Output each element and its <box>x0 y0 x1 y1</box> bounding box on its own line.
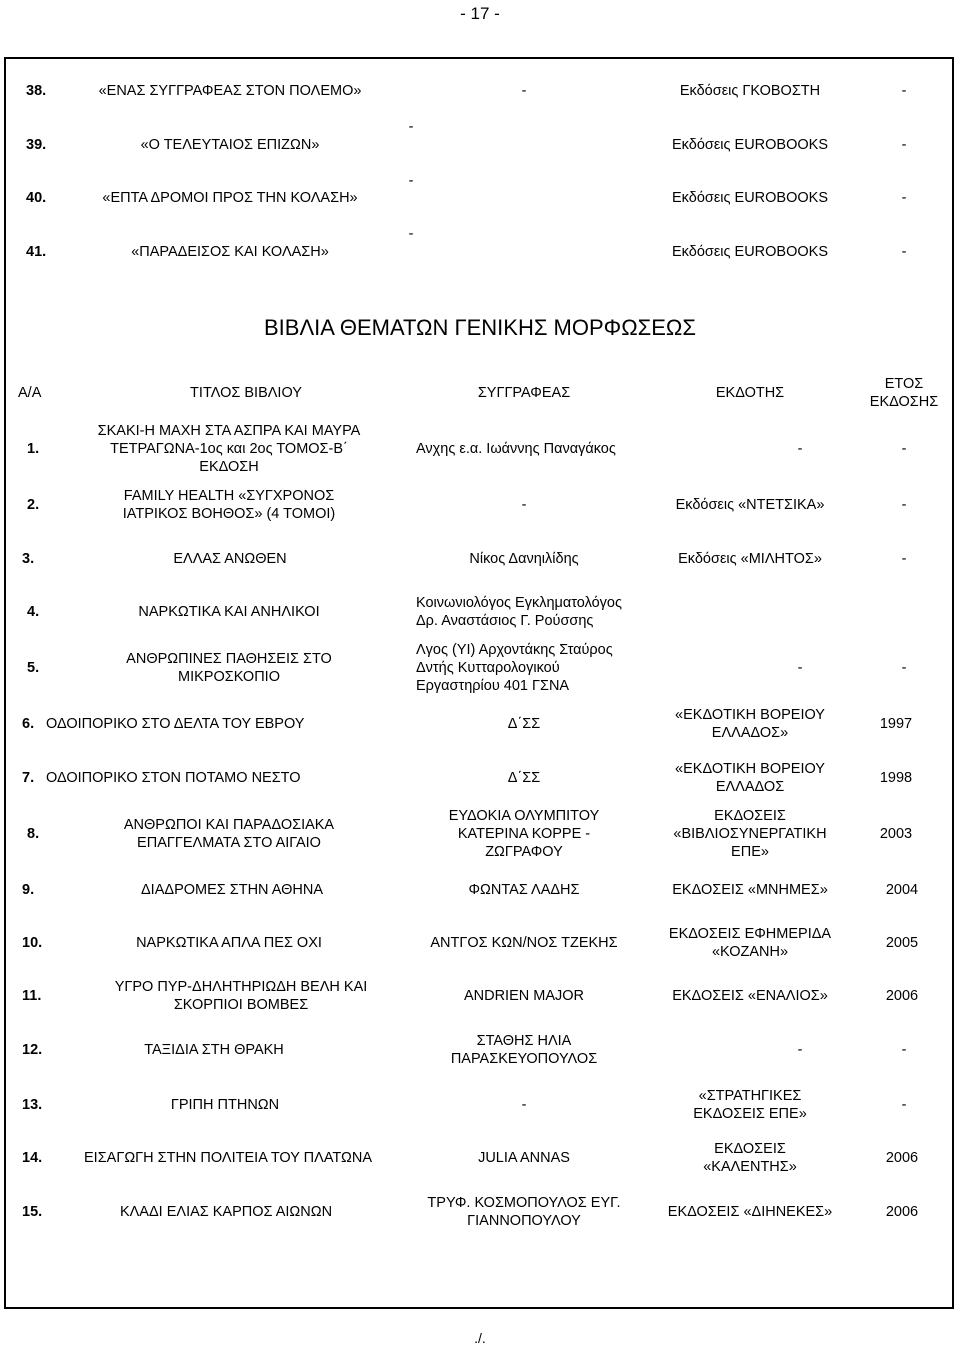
book-title: ΣΚΟΡΠΙΟΙ ΒΟΜΒΕΣ <box>173 997 309 1013</box>
page-number: - 17 - <box>460 4 500 23</box>
row-number: 41. <box>26 244 47 260</box>
row-number: 11. <box>22 988 42 1004</box>
book-title: ΕΠΑΓΓΕΛΜΑΤΑ ΣΤΟ ΑΙΓΑΙΟ <box>137 835 321 851</box>
publisher: ΕΛΛΑΔΟΣ <box>715 779 785 795</box>
publisher: - <box>797 660 803 676</box>
publisher: ΕΚΔΟΣΕΙΣ ΕΦΗΜΕΡΙΔΑ <box>668 926 832 942</box>
book-title: ΤΕΤΡΑΓΩΝΑ-1ος και 2ος ΤΟΜΟΣ-Β΄ <box>110 441 348 457</box>
year: - <box>901 83 907 99</box>
year: 2006 <box>885 1204 919 1220</box>
book-title: ΣΚΑΚΙ-Η ΜΑΧΗ ΣΤΑ ΑΣΠΡΑ ΚΑΙ ΜΑΥΡΑ <box>97 423 361 439</box>
publisher: «ΚΟΖΑΝΗ» <box>711 944 789 960</box>
book-title: ΤΑΞΙΔΙΑ ΣΤΗ ΘΡΑΚΗ <box>144 1042 284 1058</box>
row-number: 2. <box>27 497 40 513</box>
publisher: ΕΚΔΟΣΕΙΣ «ΕΝΑΛΙΟΣ» <box>672 988 828 1004</box>
publisher: Εκδόσεις EUROBOOKS <box>672 244 828 260</box>
year: 2004 <box>885 882 919 898</box>
author: Δντής Κυτταρολογικού <box>416 660 560 676</box>
row-number: 40. <box>26 190 47 206</box>
author: - <box>408 173 414 189</box>
book-title: ΕΚΔΟΣΗ <box>199 459 259 475</box>
author: ΣΤΑΘΗΣ ΗΛΙΑ <box>476 1033 572 1049</box>
year: - <box>901 137 907 153</box>
author: Εργαστηρίου 401 ΓΣΝΑ <box>416 678 570 694</box>
row-number: 9. <box>22 882 35 898</box>
publisher: Εκδόσεις «ΜΙΛΗΤΟΣ» <box>678 551 822 567</box>
book-title: ΕΙΣΑΓΩΓΗ ΣΤΗΝ ΠΟΛΙΤΕΙΑ ΤΟΥ ΠΛΑΤΩΝΑ <box>83 1150 373 1166</box>
page-footer: ./. <box>474 1330 486 1346</box>
author: Δ΄ΣΣ <box>507 716 541 732</box>
publisher: ΕΚΔΟΣΕΙΣ «ΔΙΗΝΕΚΕΣ» <box>667 1204 833 1220</box>
row-number: 39. <box>26 137 47 153</box>
publisher: «ΚΑΛΕΝΤΗΣ» <box>703 1159 797 1175</box>
publisher: «ΕΚΔΟΤΙΚΗ ΒΟΡΕΙΟΥ <box>675 761 825 777</box>
row-number: 38. <box>26 83 47 99</box>
author: Νίκος Δανηιλίδης <box>469 551 579 567</box>
author: ANDRIEN MAJOR <box>463 988 585 1004</box>
row-number: 3. <box>22 551 35 567</box>
author: ΑΝΤΓΟΣ ΚΩΝ/ΝΟΣ ΤΖΕΚΗΣ <box>430 935 618 951</box>
book-title: ΟΔΟΙΠΟΡΙΚΟ ΣΤΟ ΔΕΛΤΑ ΤΟΥ ΕΒΡΟΥ <box>46 716 305 732</box>
publisher: ΕΚΔΟΣΕΙΣ ΕΠΕ» <box>693 1106 807 1122</box>
author: - <box>408 226 414 242</box>
year: 2006 <box>885 988 919 1004</box>
row-number: 6. <box>22 716 35 732</box>
book-title: «Ο ΤΕΛΕΥΤΑΙΟΣ ΕΠΙΖΩΝ» <box>140 137 320 153</box>
header-title: ΤΙΤΛΟΣ ΒΙΒΛΙΟΥ <box>190 385 302 401</box>
book-title: ΙΑΤΡΙΚΟΣ ΒΟΗΘΟΣ» (4 ΤΟΜΟΙ) <box>122 506 336 522</box>
author: ΦΩΝΤΑΣ ΛΑΔΗΣ <box>468 882 580 898</box>
year: - <box>901 1097 907 1113</box>
book-title: «ΠΑΡΑΔΕΙΣΟΣ ΚΑΙ ΚΟΛΑΣΗ» <box>131 244 329 260</box>
row-number: 10. <box>22 935 43 951</box>
publisher: ΕΚΔΟΣΕΙΣ «ΜΝΗΜΕΣ» <box>672 882 828 898</box>
publisher: Εκδόσεις ΓΚΟΒΟΣΤΗ <box>679 83 821 99</box>
header-year: ΕΚΔΟΣΗΣ <box>869 394 939 410</box>
author: ΠΑΡΑΣΚΕΥΟΠΟΥΛΟΣ <box>450 1051 598 1067</box>
row-number: 1. <box>27 441 40 457</box>
row-number: 12. <box>22 1042 43 1058</box>
author: - <box>408 119 414 135</box>
row-number: 13. <box>22 1097 43 1113</box>
author: Ανχης ε.α. Ιωάννης Παναγάκος <box>416 441 616 457</box>
book-title: ΝΑΡΚΩΤΙΚΑ ΚΑΙ ΑΝΗΛΙΚΟΙ <box>138 604 320 620</box>
author: ΚΑΤΕΡΙΝΑ ΚΟΡΡΕ - <box>457 826 591 842</box>
year: 1998 <box>879 770 913 786</box>
author: - <box>521 1097 527 1113</box>
book-title: ΜΙΚΡΟΣΚΟΠΙΟ <box>178 669 280 685</box>
header-author: ΣΥΓΓΡΑΦΕΑΣ <box>477 385 571 401</box>
author: Λγος (ΥΙ) Αρχοντάκης Σταύρος <box>416 642 613 658</box>
publisher: ΕΛΛΑΔΟΣ» <box>711 725 789 741</box>
publisher: «ΒΙΒΛΙΟΣΥΝΕΡΓΑΤΙΚΗ <box>673 826 827 842</box>
author: Δρ. Αναστάσιος Γ. Ρούσσης <box>416 613 594 629</box>
section-title: ΒΙΒΛΙΑ ΘΕΜΑΤΩΝ ΓΕΝΙΚΗΣ ΜΟΡΦΩΣΕΩΣ <box>264 315 696 340</box>
row-number: 7. <box>22 770 35 786</box>
book-title: ΚΛΑΔΙ ΕΛΙΑΣ ΚΑΡΠΟΣ ΑΙΩΝΩΝ <box>119 1204 333 1220</box>
year: - <box>901 1042 907 1058</box>
book-title: ΟΔΟΙΠΟΡΙΚΟ ΣΤΟΝ ΠΟΤΑΜΟ ΝΕΣΤΟ <box>46 770 301 786</box>
publisher: Εκδόσεις EUROBOOKS <box>672 190 828 206</box>
publisher: «ΣΤΡΑΤΗΓΙΚΕΣ <box>698 1088 802 1104</box>
publisher: ΕΠΕ» <box>731 844 769 860</box>
publisher: - <box>797 1042 803 1058</box>
author: ΖΩΓΡΑΦΟΥ <box>485 844 563 860</box>
author: ΕΥΔΟΚΙΑ ΟΛΥΜΠΙΤΟΥ <box>448 808 600 824</box>
publisher: ΕΚΔΟΣΕΙΣ <box>714 808 786 824</box>
year: - <box>901 497 907 513</box>
publisher: Εκδόσεις «ΝΤΕΤΣΙΚΑ» <box>675 497 825 513</box>
header-publisher: ΕΚΔΟΤΗΣ <box>715 385 785 401</box>
author: JULIA ANNAS <box>478 1150 570 1166</box>
year: 1997 <box>879 716 913 732</box>
year: - <box>901 441 907 457</box>
header-year: ΕΤΟΣ <box>884 376 924 392</box>
year: - <box>901 660 907 676</box>
row-number: 5. <box>27 660 40 676</box>
book-title: ΔΙΑΔΡΟΜΕΣ ΣΤΗΝ ΑΘΗΝΑ <box>140 882 324 898</box>
publisher: Εκδόσεις EUROBOOKS <box>672 137 828 153</box>
year: - <box>901 190 907 206</box>
row-number: 4. <box>27 604 40 620</box>
book-title: ΝΑΡΚΩΤΙΚΑ ΑΠΛΑ ΠΕΣ ΟΧΙ <box>136 935 322 951</box>
row-number: 14. <box>22 1150 43 1166</box>
year: 2003 <box>879 826 913 842</box>
book-title: ΑΝΘΡΩΠΟΙ ΚΑΙ ΠΑΡΑΔΟΣΙΑΚΑ <box>123 817 335 833</box>
book-title: «ΕΝΑΣ ΣΥΓΓΡΑΦΕΑΣ ΣΤΟΝ ΠΟΛΕΜΟ» <box>98 83 362 99</box>
row-number: 8. <box>27 826 40 842</box>
publisher: «ΕΚΔΟΤΙΚΗ ΒΟΡΕΙΟΥ <box>675 707 825 723</box>
publisher: ΕΚΔΟΣΕΙΣ <box>714 1141 786 1157</box>
author: ΓΙΑΝΝΟΠΟΥΛΟΥ <box>467 1213 581 1229</box>
year: 2005 <box>885 935 919 951</box>
book-title: ΑΝΘΡΩΠΙΝΕΣ ΠΑΘΗΣΕΙΣ ΣΤΟ <box>126 651 332 667</box>
year: - <box>901 551 907 567</box>
author: - <box>521 497 527 513</box>
book-title: ΕΛΛΑΣ ΑΝΩΘΕΝ <box>173 551 287 567</box>
row-number: 15. <box>22 1204 43 1220</box>
book-title: ΥΓΡΟ ΠΥΡ-ΔΗΛΗΤΗΡΙΩΔΗ ΒΕΛΗ ΚΑΙ <box>114 979 368 995</box>
book-title: «ΕΠΤΑ ΔΡΟΜΟΙ ΠΡΟΣ ΤΗΝ ΚΟΛΑΣΗ» <box>102 190 358 206</box>
year: - <box>901 244 907 260</box>
header-num: Α/Α <box>18 385 42 401</box>
author: Κοινωνιολόγος Εγκληματολόγος <box>416 595 622 611</box>
author: - <box>521 83 527 99</box>
publisher: - <box>797 441 803 457</box>
book-title: FAMILY HEALTH «ΣΥΓΧΡΟΝΟΣ <box>123 488 335 504</box>
book-title: ΓΡΙΠΗ ΠΤΗΝΩΝ <box>170 1097 280 1113</box>
author: ΤΡΥΦ. ΚΟΣΜΟΠΟΥΛΟΣ ΕΥΓ. <box>427 1195 621 1211</box>
year: 2006 <box>885 1150 919 1166</box>
author: Δ΄ΣΣ <box>507 770 541 786</box>
